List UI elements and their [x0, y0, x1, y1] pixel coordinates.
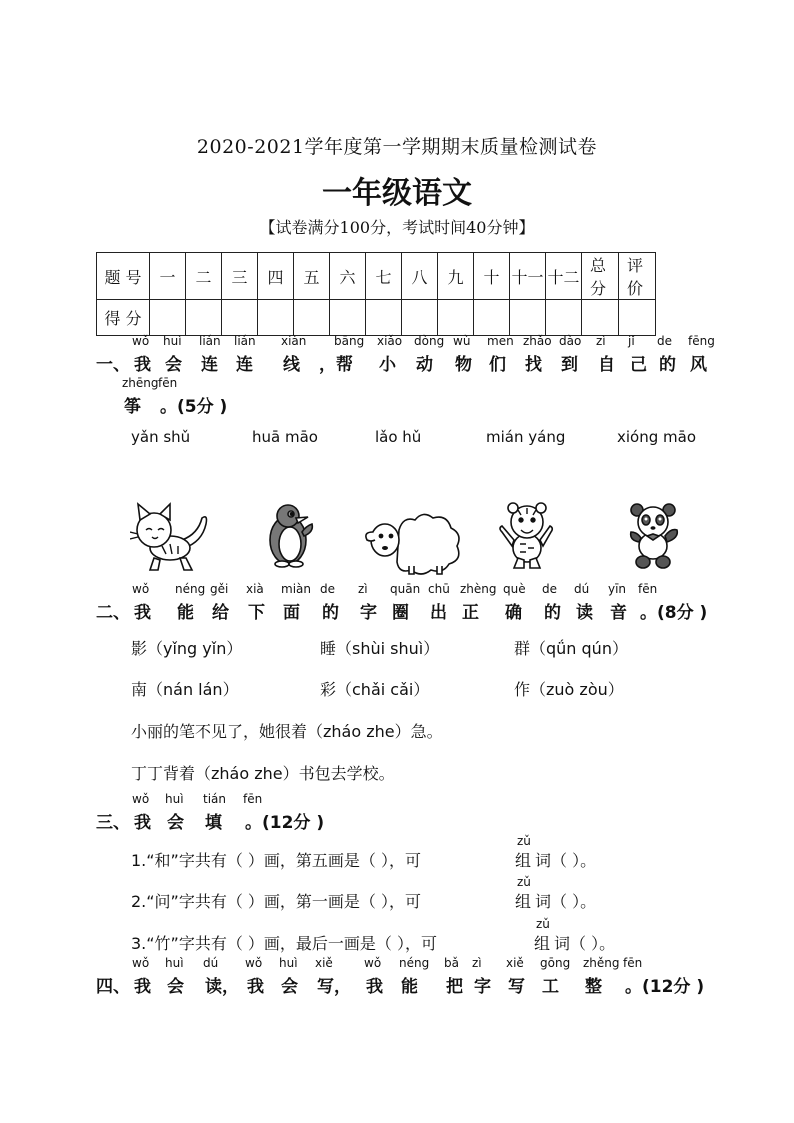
heading-char: 们 — [489, 355, 506, 375]
pinyin: lián — [199, 334, 221, 348]
heading-char: 动 — [416, 355, 433, 375]
heading-char: 找 — [525, 355, 542, 375]
pinyin: wǒ — [132, 792, 150, 806]
pinyin: huì — [165, 956, 184, 970]
fill-item-text: 词（ ）。 — [535, 892, 597, 911]
heading-char: 我 — [134, 977, 151, 997]
heading-char: 我 — [134, 355, 151, 375]
heading-char: 帮 — [336, 355, 353, 375]
reading-sentence: 丁丁背着（zháo zhe）书包去学校。 — [131, 764, 395, 783]
heading-char: 面 — [283, 603, 300, 623]
table-cell: 三 — [222, 253, 258, 300]
pinyin: huì — [163, 334, 182, 348]
pinyin: zì — [596, 334, 606, 348]
pinyin: fēn — [638, 582, 658, 596]
pinyin: néng — [399, 956, 430, 970]
pinyin: gōng — [540, 956, 571, 970]
pinyin: xià — [246, 582, 264, 596]
heading-char: 线 — [283, 355, 300, 375]
pinyin: miàn — [281, 582, 311, 596]
pinyin: wǒ — [364, 956, 382, 970]
pinyin: zì — [358, 582, 368, 596]
pinyin: zhèng — [460, 582, 497, 596]
table-cell: 十二 — [546, 253, 582, 300]
pinyin: zhěng — [583, 956, 620, 970]
fill-item-char: 组 — [534, 934, 551, 953]
pinyin: zhēng — [122, 376, 159, 390]
heading-char: 会 — [167, 977, 184, 997]
reading-choice: 作（zuò zòu） — [514, 680, 624, 699]
penguin-icon — [262, 500, 322, 568]
fill-item-char: 组 — [515, 892, 532, 911]
pinyin: lián — [234, 334, 256, 348]
pinyin: xiàn — [281, 334, 307, 348]
pinyin-word: mián yáng — [486, 428, 566, 446]
pinyin: fēn — [243, 792, 263, 806]
heading-char: 的 — [544, 603, 561, 623]
pinyin-word: lǎo hǔ — [375, 428, 422, 446]
heading-char: 读 — [576, 603, 593, 623]
reading-choice: 睡（shùi shuì） — [320, 639, 440, 658]
exam-note: 【试卷满分100分，考试时间40分钟】 — [259, 218, 535, 237]
heading-char: 填 — [205, 813, 222, 833]
heading-char: 正 — [462, 603, 479, 623]
score-input-cell[interactable] — [546, 300, 582, 336]
heading-char: 音 — [610, 603, 627, 623]
table-cell: 评 价 — [619, 253, 656, 300]
table-cell: 四 — [258, 253, 294, 300]
pinyin: gěi — [210, 582, 229, 596]
heading-char: 的 — [659, 355, 676, 375]
score-input-cell[interactable] — [258, 300, 294, 336]
pinyin: zǔ — [536, 917, 550, 931]
pinyin: men — [487, 334, 514, 348]
pinyin: dú — [203, 956, 219, 970]
section-3-number: 三、 — [96, 813, 130, 833]
score-input-cell[interactable] — [222, 300, 258, 336]
heading-char: 能 — [177, 603, 194, 623]
section-2-number: 二、 — [96, 603, 130, 623]
exam-subtitle: 一年级语文 — [322, 176, 472, 211]
heading-char: 写 — [508, 977, 525, 997]
fill-item-char: 组 — [515, 851, 532, 870]
heading-char: 下 — [248, 603, 265, 623]
table-cell: 一 — [150, 253, 186, 300]
table-cell: 六 — [330, 253, 366, 300]
pinyin: wù — [453, 334, 471, 348]
score-input-cell[interactable] — [294, 300, 330, 336]
pinyin: fēn — [158, 376, 178, 390]
score-input-cell[interactable] — [510, 300, 546, 336]
tiger-icon — [498, 500, 556, 570]
fill-item-text: 词（ ）。 — [554, 934, 616, 953]
heading-char: 。(5分 ) — [160, 397, 228, 417]
pinyin-word: huā māo — [252, 428, 318, 446]
heading-char: 整 — [585, 977, 602, 997]
table-cell: 得 分 — [97, 300, 150, 336]
heading-char: 风 — [690, 355, 707, 375]
heading-char: 字 — [360, 603, 377, 623]
table-cell: 总 分 — [582, 253, 619, 300]
score-input-cell[interactable] — [474, 300, 510, 336]
table-cell: 七 — [366, 253, 402, 300]
heading-char: 字 — [474, 977, 491, 997]
pinyin: bāng — [334, 334, 365, 348]
pinyin: huì — [165, 792, 184, 806]
heading-char: 我 — [134, 813, 151, 833]
reading-choice: 彩（chǎi cǎi） — [320, 680, 430, 699]
pinyin: de — [542, 582, 557, 596]
reading-choice: 影（yǐng yǐn） — [131, 639, 243, 658]
reading-sentence: 小丽的笔不见了，她很着（zháo zhe）急。 — [131, 722, 443, 741]
heading-char: 工 — [542, 977, 559, 997]
pinyin-word: yǎn shǔ — [131, 428, 191, 446]
heading-char: 给 — [212, 603, 229, 623]
pinyin: jǐ — [628, 334, 635, 348]
pinyin: dú — [574, 582, 590, 596]
pinyin: fēng — [688, 334, 715, 348]
pinyin: tián — [203, 792, 226, 806]
pinyin: chū — [428, 582, 450, 596]
pinyin: de — [320, 582, 335, 596]
pinyin: xiǎo — [377, 334, 403, 348]
heading-char: 物 — [455, 355, 472, 375]
heading-char: 筝 — [124, 397, 141, 417]
pinyin: wǒ — [132, 956, 150, 970]
pinyin: quān — [390, 582, 421, 596]
pinyin: yīn — [608, 582, 627, 596]
heading-char: 自 — [598, 355, 615, 375]
fill-item-text: 2.“问”字共有（ ）画，第一画是（ ），可 — [131, 892, 422, 911]
heading-char: 我 — [247, 977, 264, 997]
fill-item-text: 1.“和”字共有（ ）画，第五画是（ ），可 — [131, 851, 422, 870]
heading-char: 会 — [167, 813, 184, 833]
fill-item-text: 词（ ）。 — [535, 851, 597, 870]
heading-char: 。(8分 ) — [640, 603, 708, 623]
table-cell: 十一 — [510, 253, 546, 300]
panda-icon — [625, 502, 685, 570]
score-input-cell[interactable] — [402, 300, 438, 336]
pinyin: dào — [559, 334, 582, 348]
pinyin: wǒ — [245, 956, 263, 970]
pinyin: zì — [472, 956, 482, 970]
pinyin: xiě — [506, 956, 524, 970]
pinyin: wǒ — [132, 582, 150, 596]
heading-char: 连 — [201, 355, 218, 375]
heading-char: 会 — [281, 977, 298, 997]
heading-char: 到 — [561, 355, 578, 375]
heading-char: 我 — [134, 603, 151, 623]
pinyin: xiě — [315, 956, 333, 970]
score-table-header-row — [97, 253, 656, 300]
heading-char: 圈 — [392, 603, 409, 623]
exam-title: 2020-2021学年度第一学期期末质量检测试卷 — [196, 136, 598, 158]
heading-char: 小 — [379, 355, 396, 375]
heading-char: 连 — [236, 355, 253, 375]
score-input-cell[interactable] — [150, 300, 186, 336]
section-4-number: 四、 — [96, 977, 130, 997]
pinyin: què — [503, 582, 526, 596]
pinyin-word: xióng māo — [617, 428, 696, 446]
heading-char: 。(12分 ) — [625, 977, 705, 997]
heading-char: 己 — [630, 355, 647, 375]
heading-char: 我 — [366, 977, 383, 997]
pinyin: bǎ — [444, 956, 459, 970]
heading-char: 读， — [205, 977, 239, 997]
pinyin: zǔ — [517, 834, 531, 848]
fill-item-text: 3.“竹”字共有（ ）画，最后一画是（ ），可 — [131, 934, 438, 953]
table-cell: 二 — [186, 253, 222, 300]
score-input-cell[interactable] — [366, 300, 402, 336]
table-cell: 十 — [474, 253, 510, 300]
heading-char: ， — [319, 355, 336, 375]
pinyin: fēn — [623, 956, 643, 970]
pinyin: wǒ — [132, 334, 150, 348]
score-table — [96, 252, 656, 336]
table-cell: 九 — [438, 253, 474, 300]
pinyin: de — [657, 334, 672, 348]
section-1-number: 一、 — [96, 355, 130, 375]
score-input-cell[interactable] — [186, 300, 222, 336]
heading-char: 会 — [165, 355, 182, 375]
score-input-cell[interactable] — [582, 300, 619, 336]
sheep-icon — [365, 510, 463, 576]
pinyin: huì — [279, 956, 298, 970]
table-cell: 题 号 — [97, 253, 150, 300]
cat-icon — [130, 500, 212, 575]
table-cell: 八 — [402, 253, 438, 300]
score-input-cell[interactable] — [438, 300, 474, 336]
heading-char: 。(12分 ) — [245, 813, 325, 833]
score-table-score-row — [97, 300, 656, 336]
reading-choice: 南（nán lán） — [131, 680, 239, 699]
heading-char: 把 — [446, 977, 463, 997]
heading-char: 写， — [317, 977, 351, 997]
score-input-cell[interactable] — [619, 300, 656, 336]
heading-char: 的 — [322, 603, 339, 623]
heading-char: 能 — [401, 977, 418, 997]
reading-choice: 群（qǘn qún） — [514, 639, 628, 658]
heading-char: 出 — [430, 603, 447, 623]
pinyin: néng — [175, 582, 206, 596]
heading-char: 确 — [505, 603, 522, 623]
pinyin: zhǎo — [523, 334, 552, 348]
pinyin: dòng — [414, 334, 445, 348]
pinyin: zǔ — [517, 875, 531, 889]
table-cell: 五 — [294, 253, 330, 300]
score-input-cell[interactable] — [330, 300, 366, 336]
